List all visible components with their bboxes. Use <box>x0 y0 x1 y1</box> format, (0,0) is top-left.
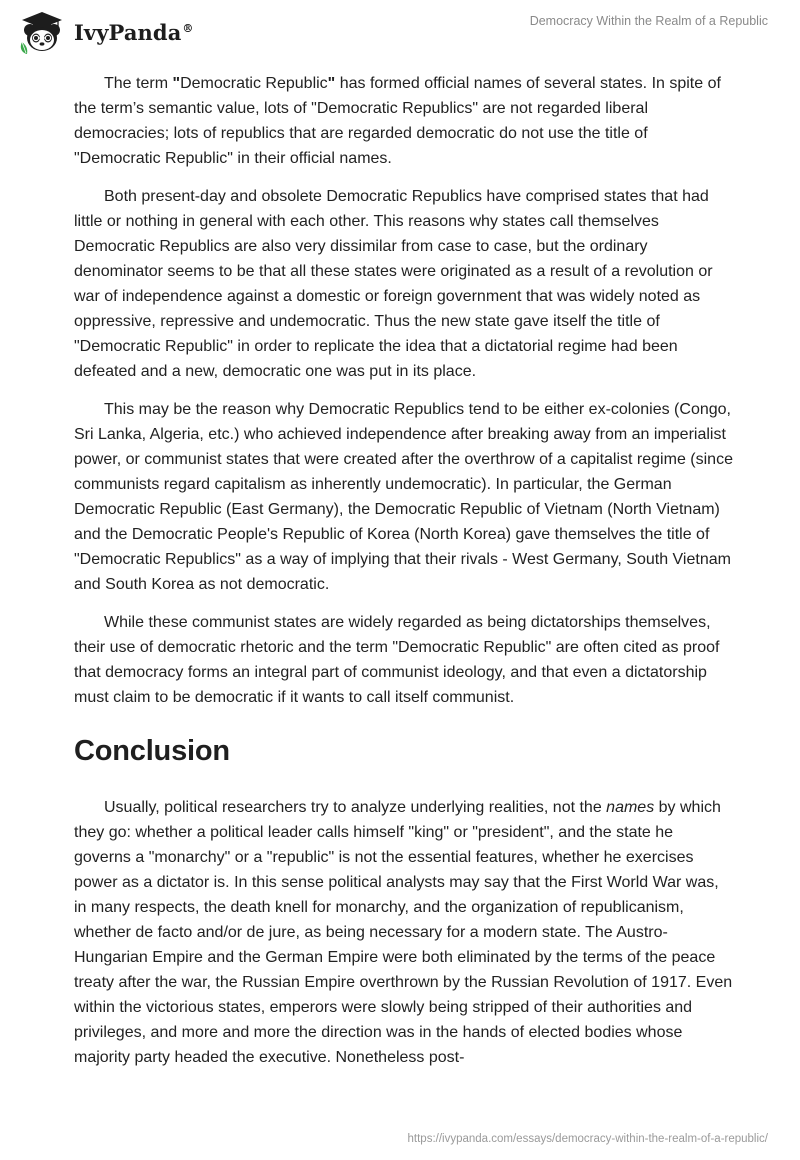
paragraph-4: While these communist states are widely regarded as being dictatorships themselves, their use of democratic rhetoric and the term "Democratic Republic" are often cited as proof that democracy forms an integral part of communist ideology, and that even a dictatorship must claim to be democratic if it wants to call itself communist. <box>74 614 720 706</box>
paragraph-2: Both present-day and obsolete Democratic Republics have comprised states that had little or nothing in general with each other. This reasons why states call themselves Democratic Republics are also very dissimilar from case to case, but the ordinary denominator seems to be that all these states were originated as a result of a revolution or war of independence against a domestic or foreign government that was widely noted as oppressive, repressive and undemocratic. Thus the new state gave itself the title of "Democratic Republic" in order to replicate the idea that a dictatorial regime had been defeated and a new, democratic one was put in its place. <box>74 188 713 380</box>
essay-body <box>74 71 734 1083</box>
page-header <box>0 0 800 64</box>
brand-name: IvyPanda® <box>74 19 194 45</box>
conclusion-heading: Conclusion <box>74 735 230 767</box>
paragraph-1: The term "Democratic Republic" has formed official names of several states. In spite of the term’s semantic value, lots of "Democratic Republics" are not regarded liberal democracies; lots of republics that are regarded democratic do not use the title of "Democratic Republic" in their official names. <box>74 75 721 167</box>
document-title: Democracy Within the Realm of a Republic <box>529 14 768 28</box>
panda-graduate-icon <box>16 8 72 56</box>
paragraph-5: Usually, political researchers try to analyze underlying realities, not the names by which they go: whether a political leader calls himself "king" or "president", and the state he governs a "monarchy" or a "republic" is not the essential features, whether he exercises power as a dictator is. In this sense political analysts may say that the First World War was, in many respects, the death knell for monarchy, and the organization of republicanism, whether de facto and/or de jure, as being necessary for a modern state. The Austro-Hungarian Empire and the German Empire were both eliminated by the terms of the peace treaty after the war, the Russian Empire overthrown by the Russian Revolution of 1917. Even within the victorious states, emperors were slowly being stripped of their authorities and privileges, and more and more the direction was in the hands of elected bodies whose majority party headed the executive. Nonetheless post- <box>74 799 733 1066</box>
source-url[interactable]: https://ivypanda.com/essays/democracy-within-the-realm-of-a-republic/ <box>407 1133 768 1145</box>
ivypanda-logo[interactable] <box>16 8 194 56</box>
paragraph-3: This may be the reason why Democratic Republics tend to be either ex-colonies (Congo, Sri Lanka, Algeria, etc.) who achieved independence after breaking away from an imperialist power, or communist states that were created after the overthrow of a capitalist regime (since communists regard capitalism as inherently undemocratic). In particular, the German Democratic Republic (East Germany), the Democratic Republic of Vietnam (North Vietnam) and the Democratic People's Republic of Korea (North Korea) gave themselves the title of "Democratic Republics" as a way of implying that their rivals - West Germany, South Vietnam and South Korea as not democratic. <box>74 401 733 593</box>
